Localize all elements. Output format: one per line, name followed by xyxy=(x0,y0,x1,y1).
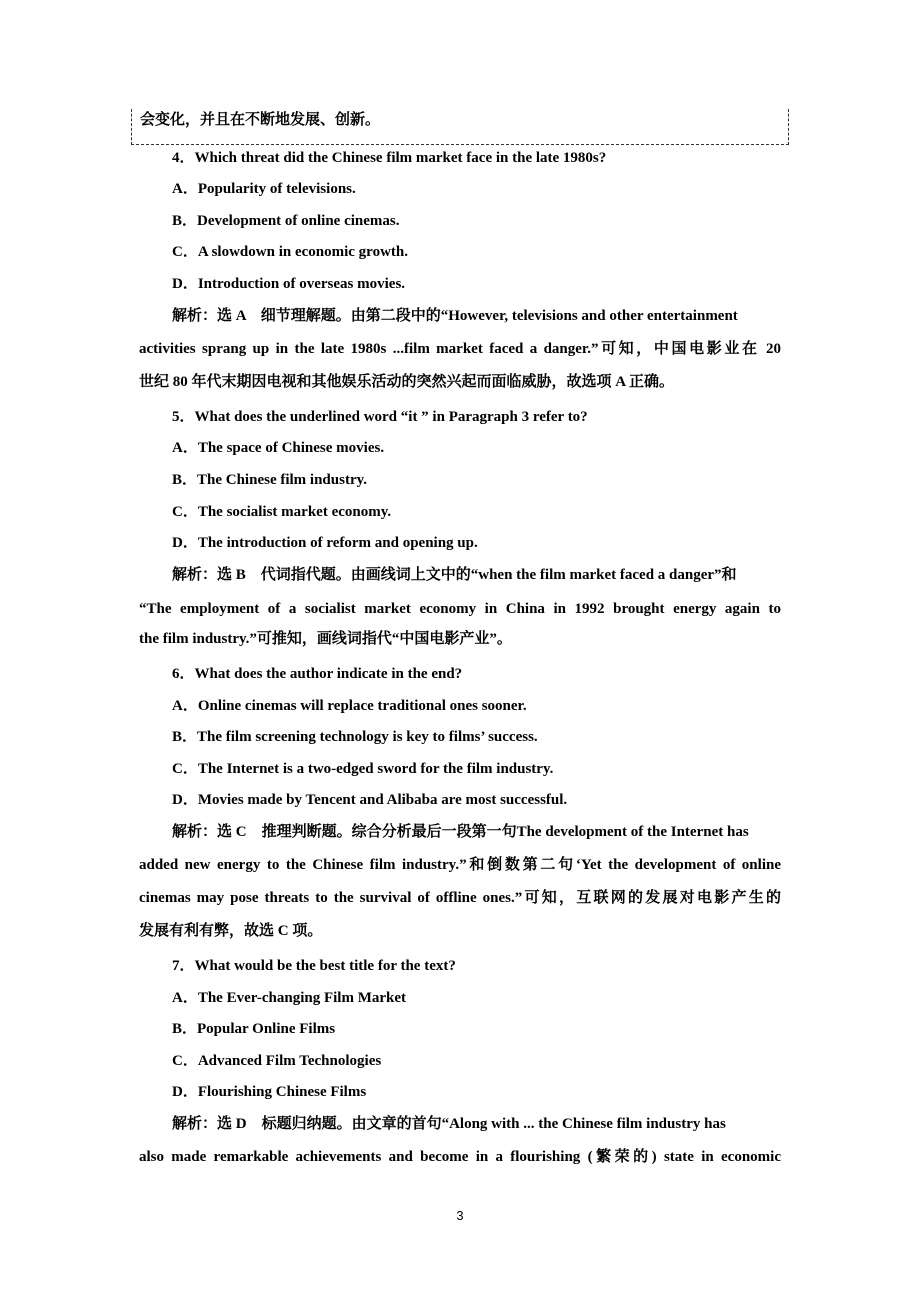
question-6-option-a: A．Online cinemas will replace traditional ones sooner. xyxy=(172,698,527,714)
continuation-text: 会变化，并且在不断地发展、创新。 xyxy=(140,112,381,128)
question-6-option-c: C．The Internet is a two-edged sword for the film industry. xyxy=(172,761,554,777)
question-4-option-c: C．A slowdown in economic growth. xyxy=(172,244,408,260)
question-4-option-b: B．Development of online cinemas. xyxy=(172,213,400,229)
question-5-option-a: A．The space of Chinese movies. xyxy=(172,440,385,456)
question-6-explanation-line-4: 发展有利有弊，故选 C 项。 xyxy=(139,923,323,939)
question-5-explanation-line-1: 解析：选 B 代词指代题。由画线词上文中的“when the film market faced a danger”和 xyxy=(172,567,737,583)
question-6-explanation-line-2: added new energy to the Chinese film industry.”和倒数第二句‘Yet the development of online xyxy=(139,857,781,873)
question-7-option-d: D．Flourishing Chinese Films xyxy=(172,1084,367,1100)
question-5-explanation-line-2: “The employment of a socialist market economy in China in 1992 brought energy again to xyxy=(139,601,781,617)
question-5-option-d: D．The introduction of reform and opening up. xyxy=(172,535,478,551)
question-4-explanation-line-2: activities sprang up in the late 1980s ...film market faced a danger.”可知，中国电影业在 20 xyxy=(139,341,781,357)
question-7-explanation-line-1: 解析：选 D 标题归纳题。由文章的首句“Along with ... the Chinese film industry has xyxy=(172,1116,726,1132)
question-7-option-b: B．Popular Online Films xyxy=(172,1021,336,1037)
question-6-stem: 6．What does the author indicate in the end? xyxy=(172,666,463,682)
question-4-explanation-line-3: 世纪 80 年代末期因电视和其他娱乐活动的突然兴起而面临威胁，故选项 A 正确。 xyxy=(139,374,675,390)
question-7-option-c: C．Advanced Film Technologies xyxy=(172,1053,382,1069)
question-5-stem: 5．What does the underlined word “it ” in Paragraph 3 refer to? xyxy=(172,409,588,425)
question-6-explanation-line-3: cinemas may pose threats to the survival of offline ones.”可知，互联网的发展对电影产生的 xyxy=(139,890,781,906)
question-4-stem: 4．Which threat did the Chinese film market face in the late 1980s? xyxy=(172,150,607,166)
question-7-explanation-line-2: also made remarkable achievements and become in a flourishing (繁荣的) state in economic xyxy=(139,1149,781,1165)
question-7-stem: 7．What would be the best title for the text? xyxy=(172,958,456,974)
continuation-box xyxy=(131,109,789,145)
question-6-explanation-line-1: 解析：选 C 推理判断题。综合分析最后一段第一句The development of the Internet has xyxy=(172,824,749,840)
question-5-option-b: B．The Chinese film industry. xyxy=(172,472,368,488)
question-4-option-d: D．Introduction of overseas movies. xyxy=(172,276,406,292)
question-5-explanation-line-3: the film industry.”可推知，画线词指代“中国电影产业”。 xyxy=(139,631,512,647)
question-6-option-b: B．The film screening technology is key to films’ success. xyxy=(172,729,538,745)
question-4-explanation-line-1: 解析：选 A 细节理解题。由第二段中的“However, televisions and other entertainment xyxy=(172,308,738,324)
question-5-option-c: C．The socialist market economy. xyxy=(172,504,392,520)
question-6-option-d: D．Movies made by Tencent and Alibaba are most successful. xyxy=(172,792,568,808)
page-number: 3 xyxy=(456,1208,464,1223)
question-4-option-a: A．Popularity of televisions. xyxy=(172,181,356,197)
question-7-option-a: A．The Ever-changing Film Market xyxy=(172,990,407,1006)
